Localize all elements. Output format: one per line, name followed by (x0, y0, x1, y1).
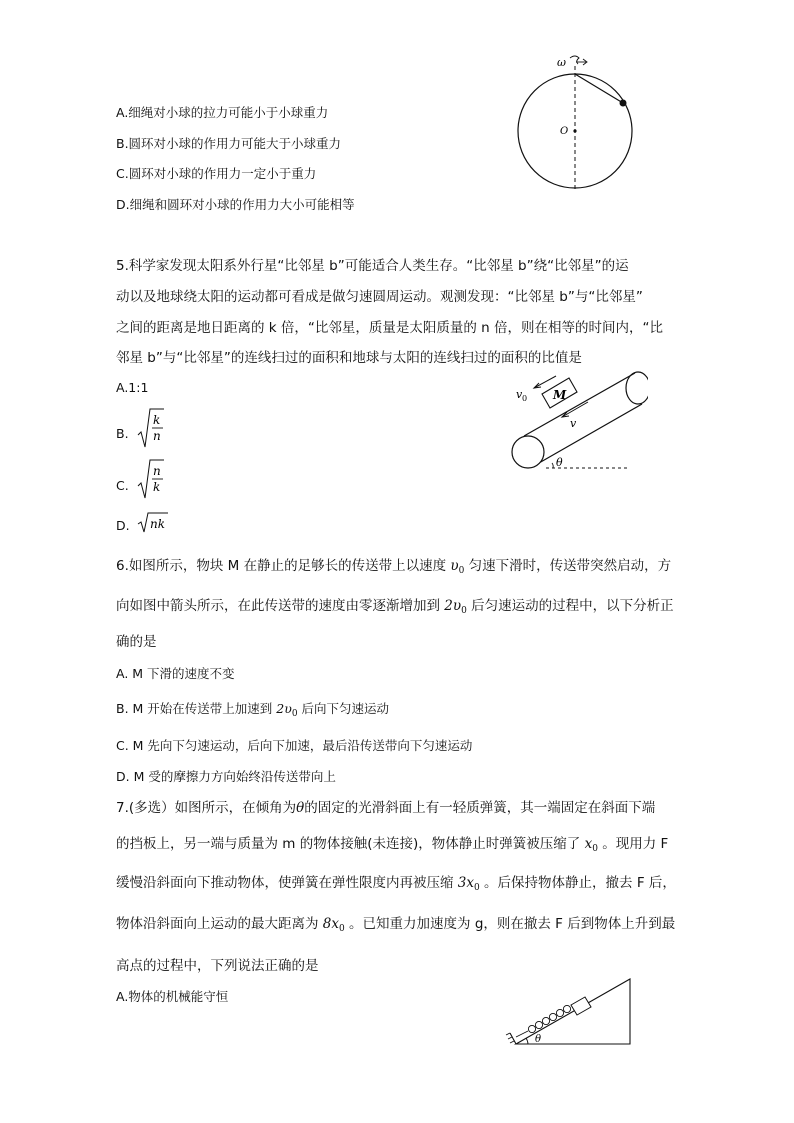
q6-v0-sub: 0 (522, 394, 528, 403)
q5-stem-line-2: 动以及地球绕太阳的运动都可看成是做匀速圆周运动。观测发现：“比邻星 b”与“比邻星” (116, 289, 643, 305)
q5-c-numerator: n (153, 464, 161, 478)
q4-ring-figure (510, 52, 640, 192)
q4-option-b: B.圆环对小球的作用力可能大于小球重力 (116, 136, 342, 151)
q7-eight-x0-symbol: $8x_0$ (322, 916, 345, 934)
q5-stem-line-3: 之间的距离是地日距离的 k 倍，“比邻星，质量是太阳质量的 n 倍，则在相等的时间内，“比 (116, 320, 664, 336)
q5-b-numerator: k (153, 413, 161, 427)
q6-option-d: D. M 受的摩擦力方向始终沿传送带向上 (116, 769, 336, 784)
q6-stem-line-1 (116, 557, 671, 580)
q6-mass-label: M (553, 388, 567, 402)
q5-option-d-label: D. (116, 518, 130, 533)
q6-line1-post: 匀速下滑时，传送带突然启动，方 (468, 558, 672, 574)
q7-option-a: A.物体的机械能守恒 (116, 989, 229, 1004)
q7-x0-symbol: $x_0$ (584, 836, 598, 854)
q6-stem-line-2 (116, 597, 674, 620)
q5-option-d-sqrt (136, 510, 170, 536)
q5-d-expr: nk (150, 517, 165, 531)
q6-line2-pre: 向如图中箭头所示，在此传送带的速度由零逐渐增加到 (116, 598, 440, 614)
q7-three-x0-symbol: $3x_0$ (457, 875, 480, 893)
q4-option-a: A.细绳对小球的拉力可能小于小球重力 (116, 105, 329, 120)
q5-b-denominator: n (153, 429, 161, 443)
q4-option-c: C.圆环对小球的作用力一定小于重力 (116, 166, 317, 181)
q6-theta-label: θ (556, 456, 563, 469)
q7-stem-line-1: 7.(多选）如图所示，在倾角为θ的固定的光滑斜面上有一轻质弹簧，其一端固定在斜面下端 (116, 800, 656, 816)
q5-option-b-label: B. (116, 426, 129, 441)
q6-line1-pre: 6.如图所示，物块 M 在静止的足够长的传送带上以速度 (116, 558, 447, 574)
q6-stem-line-3: 确的是 (116, 634, 157, 650)
q7-stem-line-2: 的挡板上，另一端与质量为 m 的物体接触(未连接)，物体静止时弹簧被压缩了 $x_0$ 。现用力 F (116, 836, 669, 854)
q7-incline-figure (502, 975, 637, 1050)
q7-stem-line-4: 物体沿斜面向上运动的最大距离为 $8x_0$ 。已知重力加速度为 g，则在撤去 F 后到物体上升到最 (116, 916, 676, 934)
q6-v0-symbol: $\upsilon_0$ (450, 558, 465, 576)
q7-theta-symbol: θ (296, 800, 305, 816)
q6-conveyor-figure (508, 364, 648, 480)
q5-option-c-sqrt (136, 456, 166, 506)
q5-option-a: A.1:1 (116, 380, 149, 395)
q5-option-b-sqrt (136, 405, 166, 455)
q5-option-c-label: C. (116, 478, 129, 493)
q7-stem-line-5: 高点的过程中，下列说法正确的是 (116, 958, 319, 974)
q4-center-label: O (560, 126, 569, 137)
q7-theta-label: θ (535, 1034, 542, 1045)
q4-omega-label: ω (557, 56, 566, 69)
q6-option-a: A. M 下滑的速度不变 (116, 666, 235, 681)
q6-option-b-two-v0: $2\upsilon_0$ (276, 701, 298, 719)
q6-v-label: v (570, 417, 577, 430)
q4-option-d: D.细绳和圆环对小球的作用力大小可能相等 (116, 197, 355, 212)
q5-stem-line-4: 邻星 b”与“比邻星”的连线扫过的面积和地球与太阳的连线扫过的面积的比值是 (116, 350, 582, 366)
q6-line2-post: 后匀速运动的过程中，以下分析正 (471, 598, 674, 614)
q6-option-c: C. M 先向下匀速运动，后向下加速，最后沿传送带向下匀速运动 (116, 738, 473, 753)
q6-v0-label: v (516, 388, 523, 401)
q6-two-v0-symbol: $2\upsilon_0$ (444, 598, 467, 616)
q5-c-denominator: k (153, 480, 161, 494)
q5-stem-line-1: 5.科学家发现太阳系外行星“比邻星 b”可能适合人类生存。“比邻星 b”绕“比邻星”的运 (116, 258, 629, 274)
q7-stem-line-3: 缓慢沿斜面向下推动物体，使弹簧在弹性限度内再被压缩 $3x_0$ 。后保持物体静止，撤去 F 后， (116, 875, 676, 893)
q6-option-b: B. M 开始在传送带上加速到 $2\upsilon_0$ 后向下匀速运动 (116, 701, 390, 719)
